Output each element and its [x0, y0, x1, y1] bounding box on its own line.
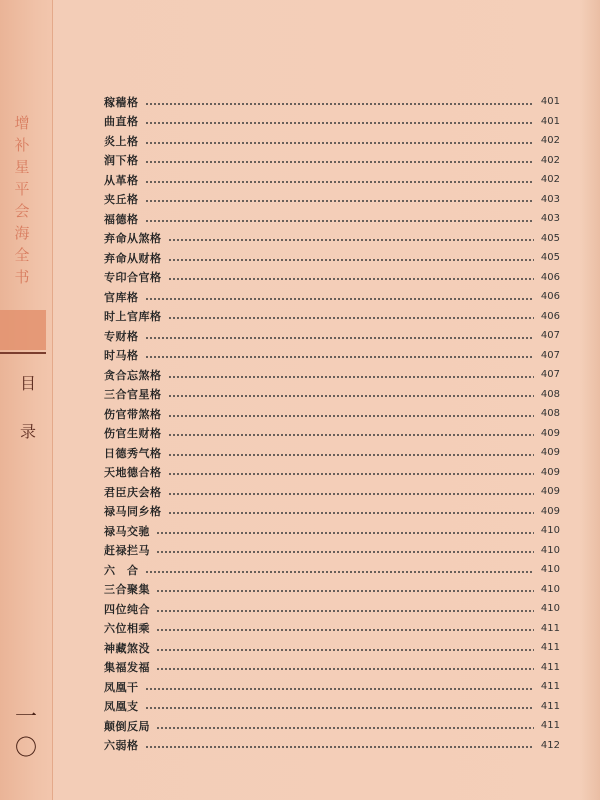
toc-entry-title: 时上官库格	[104, 310, 162, 324]
toc-entry	[104, 190, 560, 210]
toc-entry	[104, 619, 560, 639]
toc-entry-page: 409	[540, 447, 560, 459]
toc-entry-title: 天地德合格	[104, 466, 162, 480]
toc-entry-title: 时马格	[104, 349, 139, 363]
toc-leader-dots	[168, 278, 535, 280]
book-title-char: 补	[14, 136, 30, 154]
toc-leader-dots	[145, 142, 535, 144]
toc-entry-title: 福德格	[104, 212, 139, 226]
toc-entry-title: 弃命从财格	[104, 251, 162, 265]
toc-entry-title: 神藏煞没	[104, 641, 150, 655]
toc-entry-title: 弃命从煞格	[104, 232, 162, 246]
section-heading-char: 录	[19, 422, 36, 441]
toc-entry	[104, 287, 560, 307]
toc-entry-title: 贪合忘煞格	[104, 368, 162, 382]
book-title-char: 全	[14, 246, 30, 264]
toc-entry	[104, 658, 560, 678]
toc-entry-title: 伤官带煞格	[104, 407, 162, 421]
toc-entry-page: 406	[540, 271, 560, 283]
toc-entry-page: 407	[540, 349, 560, 361]
toc-entry-title: 从革格	[104, 173, 139, 187]
toc-leader-dots	[168, 454, 535, 456]
toc-entry-title: 四位纯合	[104, 602, 150, 616]
toc-entry-page: 410	[540, 583, 560, 595]
toc-leader-dots	[168, 259, 535, 261]
toc-entry-page: 410	[540, 525, 560, 537]
toc-entry-page: 411	[540, 700, 560, 712]
toc-leader-dots	[145, 688, 535, 690]
toc-entry	[104, 404, 560, 424]
toc-entry-page: 402	[540, 135, 560, 147]
toc-leader-dots	[145, 122, 535, 124]
toc-entry-page: 411	[540, 681, 560, 693]
margin-divider	[0, 352, 46, 354]
toc-leader-dots	[156, 668, 534, 670]
toc-entry-title: 日德秀气格	[104, 446, 162, 460]
toc-entry-page: 408	[540, 408, 560, 420]
toc-leader-dots	[156, 532, 534, 534]
toc-entry	[104, 346, 560, 366]
toc-entry	[104, 151, 560, 171]
toc-entry	[104, 326, 560, 346]
toc-leader-dots	[156, 610, 534, 612]
toc-leader-dots	[145, 571, 535, 573]
toc-entry-title: 赶禄拦马	[104, 544, 150, 558]
toc-entry-page: 401	[540, 115, 560, 127]
toc-leader-dots	[168, 239, 535, 241]
toc-leader-dots	[168, 434, 535, 436]
book-title-char: 海	[14, 224, 30, 242]
toc-leader-dots	[168, 512, 535, 514]
table-of-contents	[104, 92, 560, 755]
toc-leader-dots	[145, 181, 535, 183]
toc-entry-page: 411	[540, 661, 560, 673]
toc-entry-page: 411	[540, 720, 560, 732]
toc-leader-dots	[145, 356, 535, 358]
toc-entry	[104, 365, 560, 385]
toc-entry	[104, 677, 560, 697]
toc-entry-page: 402	[540, 154, 560, 166]
toc-entry-title: 润下格	[104, 154, 139, 168]
toc-entry	[104, 560, 560, 580]
toc-entry-title: 三合官星格	[104, 388, 162, 402]
toc-entry	[104, 443, 560, 463]
toc-entry-title: 凤凰干	[104, 680, 139, 694]
toc-entry	[104, 638, 560, 658]
toc-entry-title: 伤官生财格	[104, 427, 162, 441]
toc-entry	[104, 248, 560, 268]
toc-leader-dots	[156, 551, 534, 553]
toc-entry-page: 409	[540, 466, 560, 478]
toc-entry-page: 410	[540, 544, 560, 556]
toc-entry-title: 三合聚集	[104, 583, 150, 597]
book-title-char: 平	[14, 180, 30, 198]
toc-leader-dots	[156, 727, 534, 729]
toc-leader-dots	[145, 707, 535, 709]
toc-entry	[104, 697, 560, 717]
toc-entry-page: 407	[540, 369, 560, 381]
section-heading-vertical	[16, 360, 40, 456]
toc-leader-dots	[156, 649, 534, 651]
toc-leader-dots	[145, 103, 535, 105]
toc-entry	[104, 424, 560, 444]
toc-entry	[104, 482, 560, 502]
toc-entry-page: 406	[540, 291, 560, 303]
toc-entry	[104, 599, 560, 619]
toc-entry-title: 颠倒反局	[104, 719, 150, 733]
toc-entry	[104, 502, 560, 522]
toc-leader-dots	[168, 376, 535, 378]
toc-leader-dots	[145, 298, 535, 300]
book-title-char: 书	[14, 268, 30, 286]
toc-leader-dots	[145, 200, 535, 202]
toc-entry	[104, 112, 560, 132]
toc-leader-dots	[145, 220, 535, 222]
book-title-char: 增	[14, 114, 30, 132]
toc-entry-title: 六 合	[104, 563, 139, 577]
toc-entry	[104, 170, 560, 190]
toc-entry-page: 409	[540, 505, 560, 517]
toc-entry-title: 六位相乘	[104, 622, 150, 636]
toc-entry-page: 405	[540, 252, 560, 264]
toc-leader-dots	[145, 746, 535, 748]
toc-entry-page: 408	[540, 388, 560, 400]
toc-entry-title: 专印合官格	[104, 271, 162, 285]
toc-entry	[104, 716, 560, 736]
toc-entry	[104, 131, 560, 151]
toc-leader-dots	[168, 415, 535, 417]
toc-entry-page: 411	[540, 622, 560, 634]
toc-entry	[104, 385, 560, 405]
toc-entry-title: 夹丘格	[104, 193, 139, 207]
toc-entry	[104, 521, 560, 541]
toc-entry-page: 402	[540, 174, 560, 186]
book-title-char: 星	[14, 158, 30, 176]
toc-entry	[104, 229, 560, 249]
toc-entry-page: 411	[540, 642, 560, 654]
toc-entry-title: 凤凰支	[104, 700, 139, 714]
toc-entry-title: 禄马同乡格	[104, 505, 162, 519]
toc-entry-title: 炎上格	[104, 134, 139, 148]
toc-entry-title: 曲直格	[104, 115, 139, 129]
toc-leader-dots	[168, 493, 535, 495]
toc-entry-page: 407	[540, 330, 560, 342]
toc-entry-page: 409	[540, 427, 560, 439]
toc-entry	[104, 463, 560, 483]
toc-entry-title: 官库格	[104, 290, 139, 304]
toc-entry-title: 稼穑格	[104, 95, 139, 109]
book-title-char: 会	[14, 202, 30, 220]
toc-entry	[104, 92, 560, 112]
toc-entry-page: 403	[540, 213, 560, 225]
toc-entry-page: 410	[540, 603, 560, 615]
toc-entry-title: 君臣庆会格	[104, 485, 162, 499]
toc-entry	[104, 580, 560, 600]
page-number: 一〇	[14, 705, 37, 761]
section-heading-char: 目	[19, 374, 36, 393]
toc-leader-dots	[168, 473, 535, 475]
toc-leader-dots	[145, 161, 535, 163]
toc-entry	[104, 307, 560, 327]
toc-leader-dots	[156, 629, 534, 631]
toc-entry-page: 405	[540, 232, 560, 244]
toc-leader-dots	[145, 337, 535, 339]
toc-entry-page: 410	[540, 564, 560, 576]
toc-entry-title: 六弱格	[104, 739, 139, 753]
toc-leader-dots	[168, 317, 535, 319]
toc-leader-dots	[156, 590, 534, 592]
toc-entry-page: 401	[540, 96, 560, 108]
toc-entry-page: 412	[540, 739, 560, 751]
toc-entry-title: 专财格	[104, 329, 139, 343]
book-title-vertical	[8, 112, 36, 288]
toc-entry-title: 集福发福	[104, 661, 150, 675]
toc-leader-dots	[168, 395, 535, 397]
toc-entry-page: 406	[540, 310, 560, 322]
toc-entry-page: 409	[540, 486, 560, 498]
toc-entry	[104, 268, 560, 288]
toc-entry	[104, 541, 560, 561]
toc-entry	[104, 736, 560, 756]
toc-entry	[104, 209, 560, 229]
toc-entry-title: 禄马交驰	[104, 524, 150, 538]
margin-color-block	[0, 310, 46, 350]
toc-entry-page: 403	[540, 193, 560, 205]
